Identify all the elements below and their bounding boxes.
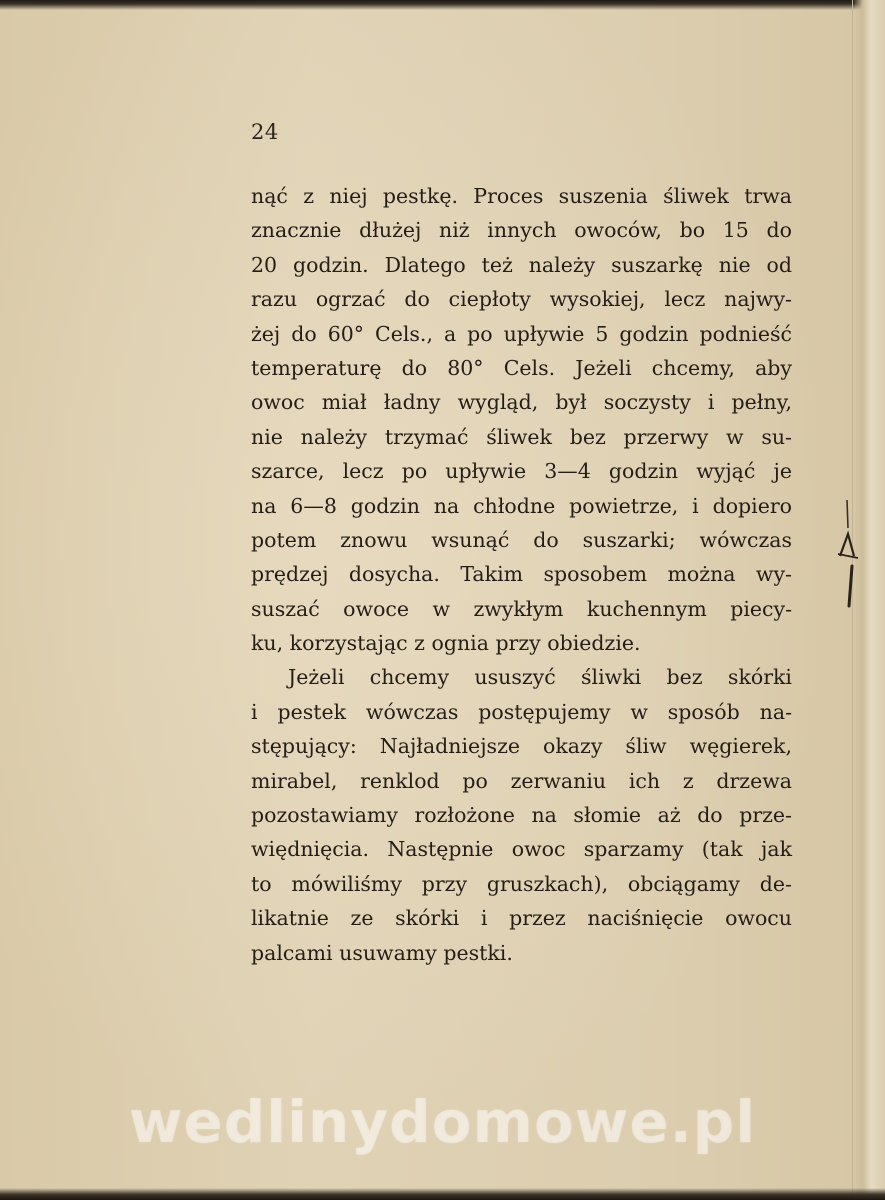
text-line: suszać owoce w zwykłym kuchennym piecy- (251, 596, 792, 621)
text-line: likatnie ze skórki i przez naciśnięcie owocu (251, 906, 792, 931)
text-line: nąć z niej pestkę. Proces suszenia śliwek trwa (251, 184, 792, 208)
text-line: prędzej dosycha. Takim sposobem można wy- (251, 562, 792, 587)
text-line: i pestek wówczas postępujemy w sposób na- (251, 699, 792, 724)
text-line: znacznie dłużej niż innych owoców, bo 15 do (251, 218, 792, 243)
text-line: szarce, lecz po upływie 3—4 godzin wyjąć je (251, 459, 792, 484)
text-line: na 6—8 godzin na chłodne powietrze, i dopiero (251, 493, 792, 518)
scan-bottom-edge (0, 1188, 885, 1200)
text-line: więdnięcia. Następnie owoc sparzamy (tak jak (251, 837, 792, 862)
text-line: to mówiliśmy przy gruszkach), obciągamy de- (251, 871, 792, 896)
text-line: palcami usuwamy pestki. (251, 940, 513, 965)
text-line: pozostawiamy rozłożone na słomie aż do prze- (251, 803, 792, 828)
page-number: 24 (251, 120, 279, 144)
text-line: owoc miał ładny wygląd, był soczysty i pełny, (251, 390, 792, 415)
text-line: potem znowu wsunąć do suszarki; wówczas (251, 527, 792, 552)
scan-top-edge (0, 0, 885, 10)
body-text (251, 179, 792, 970)
watermark: wedlinydomowe.pl (128, 1088, 757, 1156)
text-line: 20 godzin. Dlatego też należy suszarkę nie od (251, 252, 792, 277)
text-line: stępujący: Najładniejsze okazy śliw węgierek, (251, 734, 792, 759)
text-line: żej do 60° Cels., a po upływie 5 godzin podnieść (251, 321, 792, 346)
pencil-margin-mark-icon (834, 498, 864, 618)
text-line: razu ogrzać do ciepłoty wysokiej, lecz najwy- (251, 287, 792, 312)
text-line: temperaturę do 80° Cels. Jeżeli chcemy, aby (251, 355, 792, 380)
text-line: Jeżeli chcemy ususzyć śliwki bez skórki (288, 665, 792, 690)
text-line: ku, korzystając z ognia przy obiedzie. (251, 631, 641, 656)
text-line: mirabel, renklod po zerwaniu ich z drzewa (251, 768, 792, 793)
text-line: nie należy trzymać śliwek bez przerwy w su- (251, 424, 792, 449)
